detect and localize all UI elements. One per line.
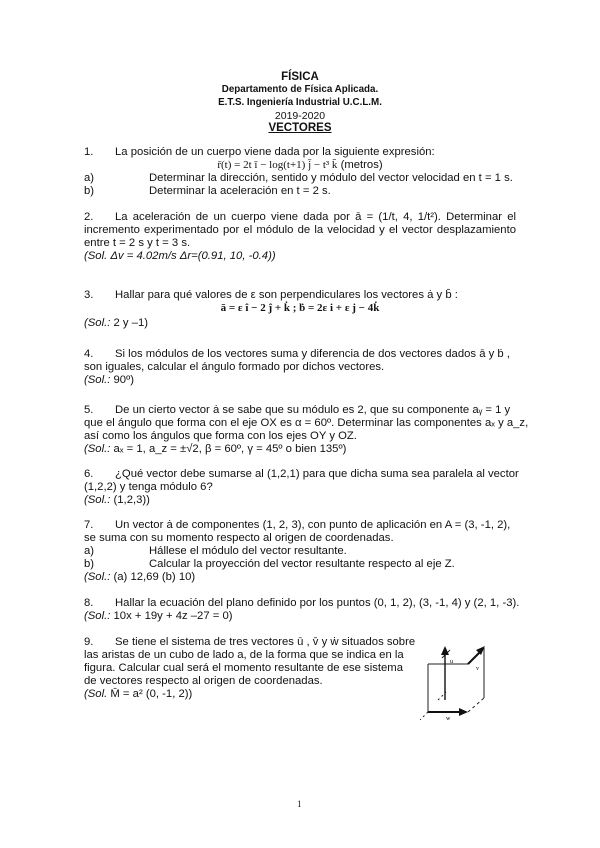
- problem-2-line-3: entre t = 2 s y t = 3 s.: [84, 237, 191, 249]
- solution-value: M̄ = a² (0, -1, 2)): [107, 688, 193, 700]
- problem-4-solution: [84, 374, 134, 387]
- problem-1-formula: [0, 159, 600, 172]
- solution-label: (Sol.:: [84, 317, 111, 329]
- problem-7: [84, 519, 510, 532]
- part-label: b): [84, 558, 95, 570]
- part-label: a): [84, 545, 95, 557]
- problem-5: [84, 404, 510, 417]
- problem-4-line-2: son iguales, calcular el ángulo formado por dichos vectores.: [84, 361, 385, 373]
- problem-5-line-3: así como los ángulos que forma con los ejes OY y OZ.: [84, 430, 357, 442]
- solution-label: (Sol.: [84, 688, 108, 700]
- problem-number: 4.: [84, 348, 94, 360]
- problem-number: 2.: [84, 211, 94, 223]
- department: Departamento de Física Aplicada.: [221, 84, 379, 95]
- problem-number: 8.: [84, 597, 94, 609]
- problem-6-line-2: (1,2,2) y tenga módulo 6?: [84, 481, 213, 493]
- problem-2-line-2: incremento experimentado por el módulo de la velocidad y el vector desplazamiento: [84, 224, 516, 236]
- problem-5-solution: [84, 443, 346, 456]
- problem-text: Hallar para qué valores de ε son perpendiculares los vectores ȧ y b̄ :: [115, 289, 458, 301]
- page-number: 1: [297, 799, 302, 809]
- solution-label: (Sol.:: [84, 443, 111, 455]
- problem-8-solution: [84, 610, 233, 623]
- problem-number: 3.: [84, 289, 94, 301]
- problem-5-line-2: que el ángulo que forma con el eje OX es α = 60º. Determinar las componentes aₓ y a_z,: [84, 417, 529, 429]
- solution-value: 2 y –1): [110, 317, 149, 329]
- formula: ā = ε î − 2 ĵ + k̇ ; ḃ = 2ε i + ε j − 4k̇: [220, 302, 380, 314]
- v-label: v: [476, 666, 479, 672]
- problem-text: La posición de un cuerpo viene dada por la siguiente expresión:: [115, 146, 435, 158]
- part-text: Determinar la aceleración en t = 2 s.: [149, 185, 331, 197]
- academic-year: 2019-2020: [274, 110, 326, 122]
- problem-text: Un vector ȧ de componentes (1, 2, 3), con punto de aplicación en A = (3, -1, 2),: [115, 519, 511, 531]
- w-label: w: [446, 716, 451, 720]
- solution-value: (a) 12,69 (b) 10): [110, 571, 196, 583]
- problem-text: Si los módulos de los vectores suma y diferencia de dos vectores dados ā y ḃ ,: [115, 348, 510, 360]
- solution-label: (Sol.:: [84, 610, 111, 622]
- topic-title: VECTORES: [268, 122, 332, 134]
- solution-value: (1,2,3)): [110, 494, 150, 506]
- problem-text: Se tiene el sistema de tres vectores ū , v̄ y ẇ situados sobre: [115, 636, 416, 648]
- problem-7-solution: [84, 571, 195, 584]
- problem-1-part-a: [84, 172, 513, 185]
- problem-3-solution: [84, 317, 148, 330]
- course-title: FÍSICA: [281, 71, 319, 83]
- problem-7-line-2: se suma con su momento respecto al origen de coordenadas.: [84, 532, 394, 544]
- part-text: Determinar la dirección, sentido y módulo del vector velocidad en t = 1 s.: [149, 172, 513, 184]
- problem-6: [84, 468, 519, 481]
- problem-text: Hallar la ecuación del plano definido por los puntos (0, 1, 2), (3, -1, 4) y (2, 1, -3).: [115, 597, 520, 609]
- solution-value: aₓ = 1, a_z = ±√2, β = 60º, γ = 45º o bien 135º): [110, 443, 347, 455]
- problem-3: [84, 289, 458, 302]
- problem-text: ¿Qué vector debe sumarse al (1,2,1) para que dicha suma sea paralela al vector: [115, 468, 519, 480]
- part-text: Calcular la proyección del vector resultante respecto al eje Z.: [149, 558, 455, 570]
- solution-label: (Sol.:: [84, 571, 111, 583]
- problem-number: 9.: [84, 636, 94, 648]
- problem-8: [84, 597, 519, 610]
- problem-7-part-b: [84, 558, 455, 571]
- problem-7-part-a: [84, 545, 347, 558]
- solution-label: (Sol.:: [84, 494, 111, 506]
- problem-9-line-3: figura. Calcular cual será el momento resultante de ese sistema: [84, 662, 403, 674]
- formula: r̄(t) = 2t ī − log(t+1) j̄ − t³ k̄: [217, 159, 338, 171]
- problem-9-solution: [84, 688, 192, 701]
- problem-number: 6.: [84, 468, 94, 480]
- solution-label: (Sol.:: [84, 374, 111, 386]
- problem-2: [84, 211, 516, 224]
- problem-6-solution: [84, 494, 150, 507]
- problem-2-solution: (Sol. Δv = 4.02m/s Δr=(0.91, 10, -0.4)): [84, 250, 276, 262]
- problem-text: La aceleración de un cuerpo viene dada por ā = (1/t, 4, 1/t²). Determinar el: [115, 211, 516, 223]
- formula-unit: (metros): [340, 159, 383, 171]
- school: E.T.S. Ingeniería Industrial U.C.L.M.: [218, 97, 382, 108]
- part-text: Hállese el módulo del vector resultante.: [149, 545, 347, 557]
- cube-vectors-figure: [420, 640, 510, 720]
- problem-9-line-4: de vectores respecto al origen de coordenadas.: [84, 675, 323, 687]
- u-label: u: [450, 659, 453, 665]
- problem-1-part-b: [84, 185, 331, 198]
- part-label: a): [84, 172, 95, 184]
- problem-number: 5.: [84, 404, 94, 416]
- problem-3-formula: [0, 302, 600, 315]
- problem-text: De un cierto vector ȧ se sabe que su módulo es 2, que su componente aᵧ = 1 y: [115, 404, 511, 416]
- part-label: b): [84, 185, 95, 197]
- problem-9-line-2: las aristas de un cubo de lado a, de la forma que se indica en la: [84, 649, 404, 661]
- solution-value: 90º): [110, 374, 134, 386]
- problem-9: [84, 636, 415, 649]
- problem-1: [84, 146, 435, 159]
- solution-value: 10x + 19y + 4z –27 = 0): [110, 610, 233, 622]
- problem-4: [84, 348, 510, 361]
- problem-number: 7.: [84, 519, 94, 531]
- problem-number: 1.: [84, 146, 94, 158]
